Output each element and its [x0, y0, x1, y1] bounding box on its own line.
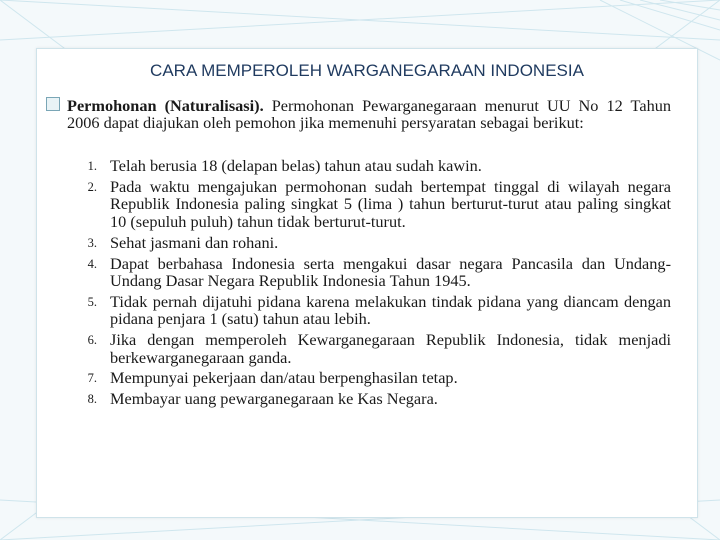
list-item	[67, 234, 671, 251]
slide-title: CARA MEMPEROLEH WARGANEGARAAN INDONESIA	[150, 61, 584, 80]
list-item	[67, 369, 671, 386]
intro-paragraph	[67, 97, 671, 132]
item-number: 1.	[87, 159, 97, 173]
item-number: 3.	[87, 235, 97, 250]
item-number: 2.	[87, 179, 97, 194]
item-text: Tidak pernah dijatuhi pidana karena melakukan tindak pidana yang diancam dengan pidana penjara 1 (satu) tahun atau lebih.	[110, 291, 671, 329]
item-text: Pada waktu mengajukan permohonan sudah bertempat tinggal di wilayah negara Republik Indonesia paling singkat 5 (lima ) tahun berturut-turut atau paling singkat 10 (sepuluh puluh) tahun tidak berturut-turut.	[110, 176, 671, 231]
item-number: 6.	[87, 333, 97, 348]
intro-text: Permohonan Pewarganegaraan menurut UU No 12 Tahun 2006 dapat diajukan oleh pemohon jika memenuhi persyaratan sebagai berikut:	[67, 96, 672, 133]
item-text: Mempunyai pekerjaan dan/atau berpenghasilan tetap.	[110, 368, 458, 388]
intro-heading: Permohonan (Naturalisasi).	[67, 96, 264, 115]
list-item	[67, 157, 671, 174]
item-number: 4.	[87, 256, 97, 271]
list-item	[67, 390, 671, 407]
item-text: Dapat berbahasa Indonesia serta mengakui dasar negara Pancasila dan Undang-Undang Dasar Negara Republik Indonesia Tahun 1945.	[110, 253, 671, 290]
requirements-list	[67, 157, 671, 411]
list-item	[67, 178, 671, 230]
item-number: 7.	[87, 371, 97, 386]
list-item	[67, 331, 671, 366]
item-text: Telah berusia 18 (delapan belas) tahun atau sudah kawin.	[110, 156, 482, 175]
slide-content	[36, 48, 698, 518]
item-number: 5.	[87, 294, 97, 309]
item-text: Membayar uang pewarganegaraan ke Kas Negara.	[110, 389, 438, 409]
item-text: Sehat jasmani dan rohani.	[110, 232, 279, 252]
checkbox-bullet-icon	[46, 97, 60, 111]
item-number: 8.	[87, 392, 97, 407]
list-item	[67, 293, 671, 328]
list-item	[67, 255, 671, 290]
item-text: Jika dengan memperoleh Kewarganegaraan Republik Indonesia, tidak menjadi berkewarganegaraan ganda.	[110, 330, 671, 367]
